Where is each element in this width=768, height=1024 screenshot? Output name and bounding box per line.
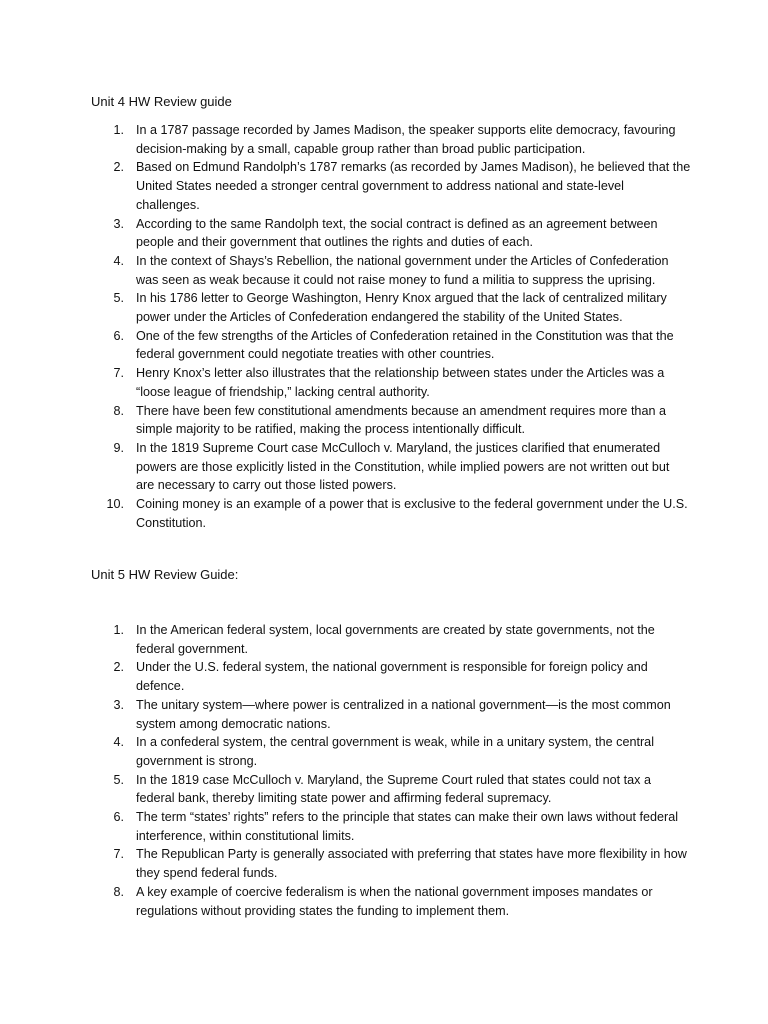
unit5-list [91,621,691,920]
list-item [91,621,691,658]
item-number: 4. [113,253,124,268]
list-item [91,495,691,532]
item-text: In the American federal system, local governments are created by state governments, not the federal government. [136,623,655,656]
item-number: 8. [113,403,124,418]
item-text: In the context of Shays’s Rebellion, the national government under the Articles of Confederation was seen as weak because it could not raise money to fund a militia to suppress the uprising. [136,253,669,287]
list-item [91,215,691,252]
item-number: 5. [113,772,124,787]
item-number: 3. [113,216,124,231]
item-number: 1. [113,623,124,637]
item-number: 3. [113,697,124,712]
item-text: There have been few constitutional amendments because an amendment requires more than a simple majority to be ratified, making the process intentionally difficult. [136,403,666,437]
list-item [91,808,691,845]
item-number: 1. [113,123,124,137]
item-number: 7. [113,366,124,381]
item-text: Coining money is an example of a power that is exclusive to the federal government under the U.S. Constitution. [136,497,688,530]
item-number: 2. [113,660,124,675]
item-number: 6. [113,810,124,825]
list-item [91,733,691,770]
list-item [91,327,691,364]
item-text: Based on Edmund Randolph’s 1787 remarks (as recorded by James Madison), he believed that the United States needed a stronger central government to address national and state-level challenges. [136,160,691,212]
item-text: According to the same Randolph text, the social contract is defined as an agreement between people and their government that outlines the rights and duties of each. [136,216,658,250]
item-number: 5. [113,291,124,306]
item-text: A key example of coercive federalism is when the national government imposes mandates or regulations without providing states the funding to implement them. [136,884,653,918]
item-text: In a confederal system, the central government is weak, while in a unitary system, the central government is strong. [136,735,654,768]
item-text: One of the few strengths of the Articles of Confederation retained in the Constitution was that the federal government could negotiate treaties with other countries. [136,328,674,362]
item-text: Under the U.S. federal system, the national government is responsible for foreign policy and defence. [136,660,648,694]
item-number: 9. [113,440,124,455]
list-item [91,696,691,733]
list-item [91,364,691,401]
unit4-list [91,121,691,532]
item-number: 8. [113,884,124,899]
item-text: The term “states’ rights” refers to the principle that states can make their own laws without federal interference, within constitutional limits. [136,810,678,843]
list-item [91,845,691,882]
list-item [91,439,691,495]
item-text: The Republican Party is generally associated with preferring that states have more flexibility in how they spend federal funds. [136,847,687,881]
unit5-title: Unit 5 HW Review Guide: [91,567,239,582]
item-text: In a 1787 passage recorded by James Madison, the speaker supports elite democracy, favouring decision-making by a small, capable group rather than broad public participation. [136,123,676,156]
list-item [91,252,691,289]
item-number: 10. [106,497,124,512]
list-item [91,771,691,808]
unit4-title: Unit 4 HW Review guide [91,94,232,109]
item-text: In his 1786 letter to George Washington, Henry Knox argued that the lack of centralized military power under the Articles of Confederation endangered the stability of the United States. [136,291,667,325]
item-number: 2. [113,160,124,175]
list-item [91,121,691,158]
item-text: Henry Knox’s letter also illustrates that the relationship between states under the Articles was a “loose league of friendship,” lacking central authority. [136,366,665,399]
item-number: 7. [113,847,124,862]
list-item [91,158,691,214]
list-item [91,289,691,326]
list-item [91,883,691,920]
list-item [91,658,691,695]
item-number: 6. [113,328,124,343]
item-text: The unitary system—where power is centralized in a national government—is the most common system among democratic nations. [136,697,671,731]
list-item [91,402,691,439]
item-text: In the 1819 case McCulloch v. Maryland, the Supreme Court ruled that states could not tax a federal bank, thereby limiting state power and affirming federal supremacy. [136,772,651,806]
item-text: In the 1819 Supreme Court case McCulloch v. Maryland, the justices clarified that enumerated powers are those explicitly listed in the Constitution, while implied powers are not written out but are necessary to carry out those listed powers. [136,440,670,493]
item-number: 4. [113,735,124,750]
